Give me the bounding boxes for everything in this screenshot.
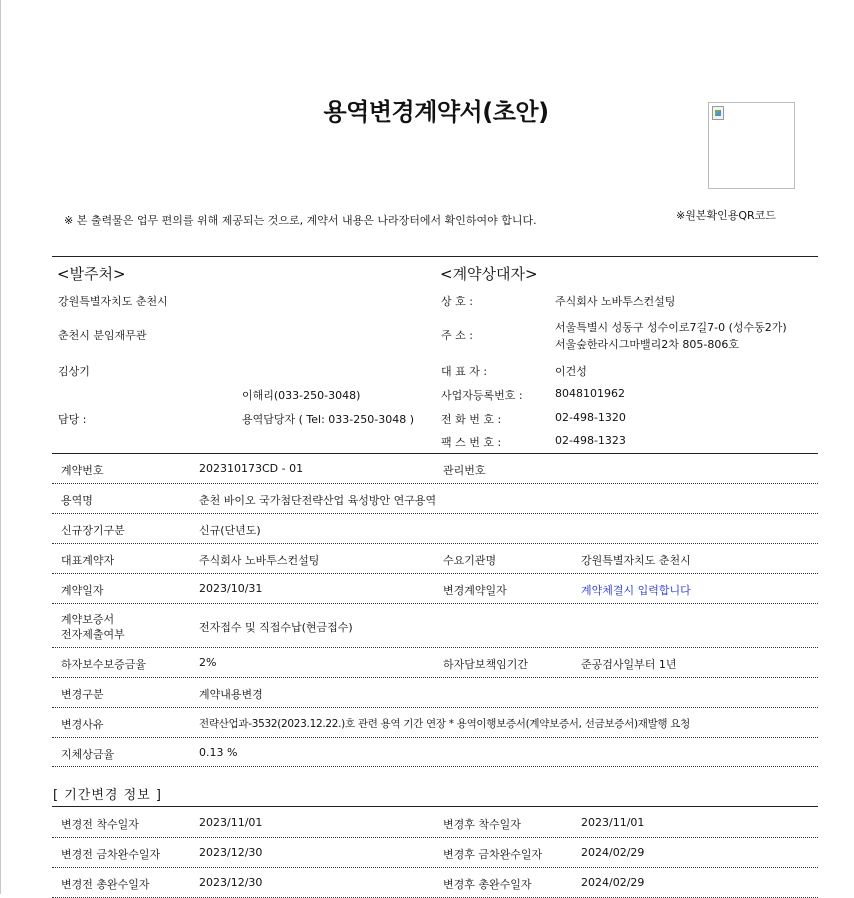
row-label: 변경전 총완수일자 <box>61 878 150 891</box>
change-date-placeholder: 계약체결시 입력합니다 <box>581 584 691 597</box>
row-value-2: 2024/02/29 <box>581 846 645 859</box>
table-row <box>52 544 818 574</box>
row-label-2: 관리번호 <box>443 464 486 477</box>
header-rule <box>52 256 818 257</box>
counterparty-header: <계약상대자> <box>440 265 538 283</box>
table-row <box>52 708 818 738</box>
tel-label: 전 화 번 호 : <box>441 413 502 426</box>
qr-code-image <box>708 102 795 189</box>
table-row <box>52 484 818 514</box>
address-line1: 서울특별시 성동구 성수이로7길7-0 (성수동2가) <box>555 321 787 334</box>
table-row <box>52 838 818 868</box>
bizno-value: 8048101962 <box>555 387 625 400</box>
client-contact-label: 담당 : <box>58 413 87 426</box>
row-label: 계약보증서 <box>61 613 115 626</box>
row-value-2: 강원특별자치도 춘천시 <box>581 554 691 567</box>
row-value: 주식회사 노바투스컨설팅 <box>199 554 320 567</box>
row-label: 변경사유 <box>61 718 104 731</box>
qr-caption: ※원본확인용QR코드 <box>676 209 776 222</box>
broken-image-icon <box>712 106 724 120</box>
row-value-2: 2023/11/01 <box>581 816 645 829</box>
row-value: 2023/12/30 <box>199 876 263 889</box>
address-label: 주 소 : <box>441 329 473 342</box>
company-value: 주식회사 노바투스컨설팅 <box>555 295 676 308</box>
row-label-2: 변경계약일자 <box>443 584 507 597</box>
row-label-2: 변경후 금차완수일자 <box>443 848 543 861</box>
row-label: 지체상금율 <box>61 748 115 761</box>
table-row <box>52 808 818 838</box>
ceo-value: 이건성 <box>555 365 587 378</box>
row-value: 2023/12/30 <box>199 846 263 859</box>
row-value: 2023/10/31 <box>199 582 263 595</box>
address-line2: 서울숲한라시그마밸리2차 805-806호 <box>555 338 739 351</box>
client-officer: 김상기 <box>58 365 90 378</box>
row-value: 전략산업과-3532(2023.12.22.)호 관련 용역 기간 연장 * 용역이행보증서(계약보증서, 선금보증서)재발행 요청 <box>199 718 690 730</box>
table-row <box>52 678 818 708</box>
company-label: 상 호 : <box>441 295 473 308</box>
period-section-header: [ 기간변경 정보 ] <box>53 788 162 803</box>
row-label: 계약일자 <box>61 584 104 597</box>
row-value-2: 2024/02/29 <box>581 876 645 889</box>
client-header: <발주처> <box>57 265 126 283</box>
ceo-label: 대 표 자 : <box>441 365 488 378</box>
row-label: 변경전 금차완수일자 <box>61 848 161 861</box>
row-label-2: 하자담보책임기간 <box>443 658 529 671</box>
client-org: 강원특별자치도 춘천시 <box>58 295 168 308</box>
document-title: 용역변경계약서(초안) <box>323 98 549 126</box>
row-label-2: 수요기관명 <box>443 554 497 567</box>
row-value-2: 준공검사일부터 1년 <box>581 658 677 671</box>
row-value: 신규(단년도) <box>199 524 261 537</box>
table-row <box>52 454 818 484</box>
period-rule <box>52 806 818 807</box>
client-contact-detail: 용역담당자 ( Tel: 033-250-3048 ) <box>242 413 415 426</box>
tel-value: 02-498-1320 <box>555 411 626 424</box>
row-value: 전자접수 및 직접수납(현금접수) <box>199 621 353 634</box>
fax-label: 팩 스 번 호 : <box>441 436 502 449</box>
row-value: 계약내용변경 <box>199 688 263 701</box>
client-dept: 춘천시 분임재무관 <box>58 329 147 342</box>
table-row <box>52 574 818 604</box>
row-value: 2023/11/01 <box>199 816 263 829</box>
row-label-2: 변경후 총완수일자 <box>443 878 532 891</box>
row-value: 춘천 바이오 국가첨단전략산업 육성방안 연구용역 <box>199 494 437 507</box>
row-label: 용역명 <box>61 494 93 507</box>
row-value: 0.13 % <box>199 746 238 759</box>
bizno-label: 사업자등록번호 : <box>441 389 523 402</box>
row-label: 대표계약자 <box>61 554 115 567</box>
row-label: 하자보수보증금율 <box>61 658 147 671</box>
row-label: 변경구분 <box>61 688 104 701</box>
notice-text: ※ 본 출력물은 업무 편의를 위해 제공되는 것으로, 계약서 내용은 나라장터에서 확인하여야 합니다. <box>64 214 537 227</box>
page-left-border <box>0 0 1 894</box>
row-value: 2% <box>199 656 217 669</box>
fax-value: 02-498-1323 <box>555 434 626 447</box>
row-label-line2: 전자제출여부 <box>61 628 125 641</box>
table-row <box>52 604 818 648</box>
row-value: 202310173CD - 01 <box>199 462 304 475</box>
table-row <box>52 738 818 767</box>
row-label-2: 변경후 착수일자 <box>443 818 521 831</box>
table-row <box>52 514 818 544</box>
client-contact-person: 이해리(033-250-3048) <box>242 389 361 402</box>
table-row <box>52 648 818 678</box>
row-label: 계약번호 <box>61 464 104 477</box>
row-label: 신규장기구분 <box>61 524 125 537</box>
row-label: 변경전 착수일자 <box>61 818 139 831</box>
